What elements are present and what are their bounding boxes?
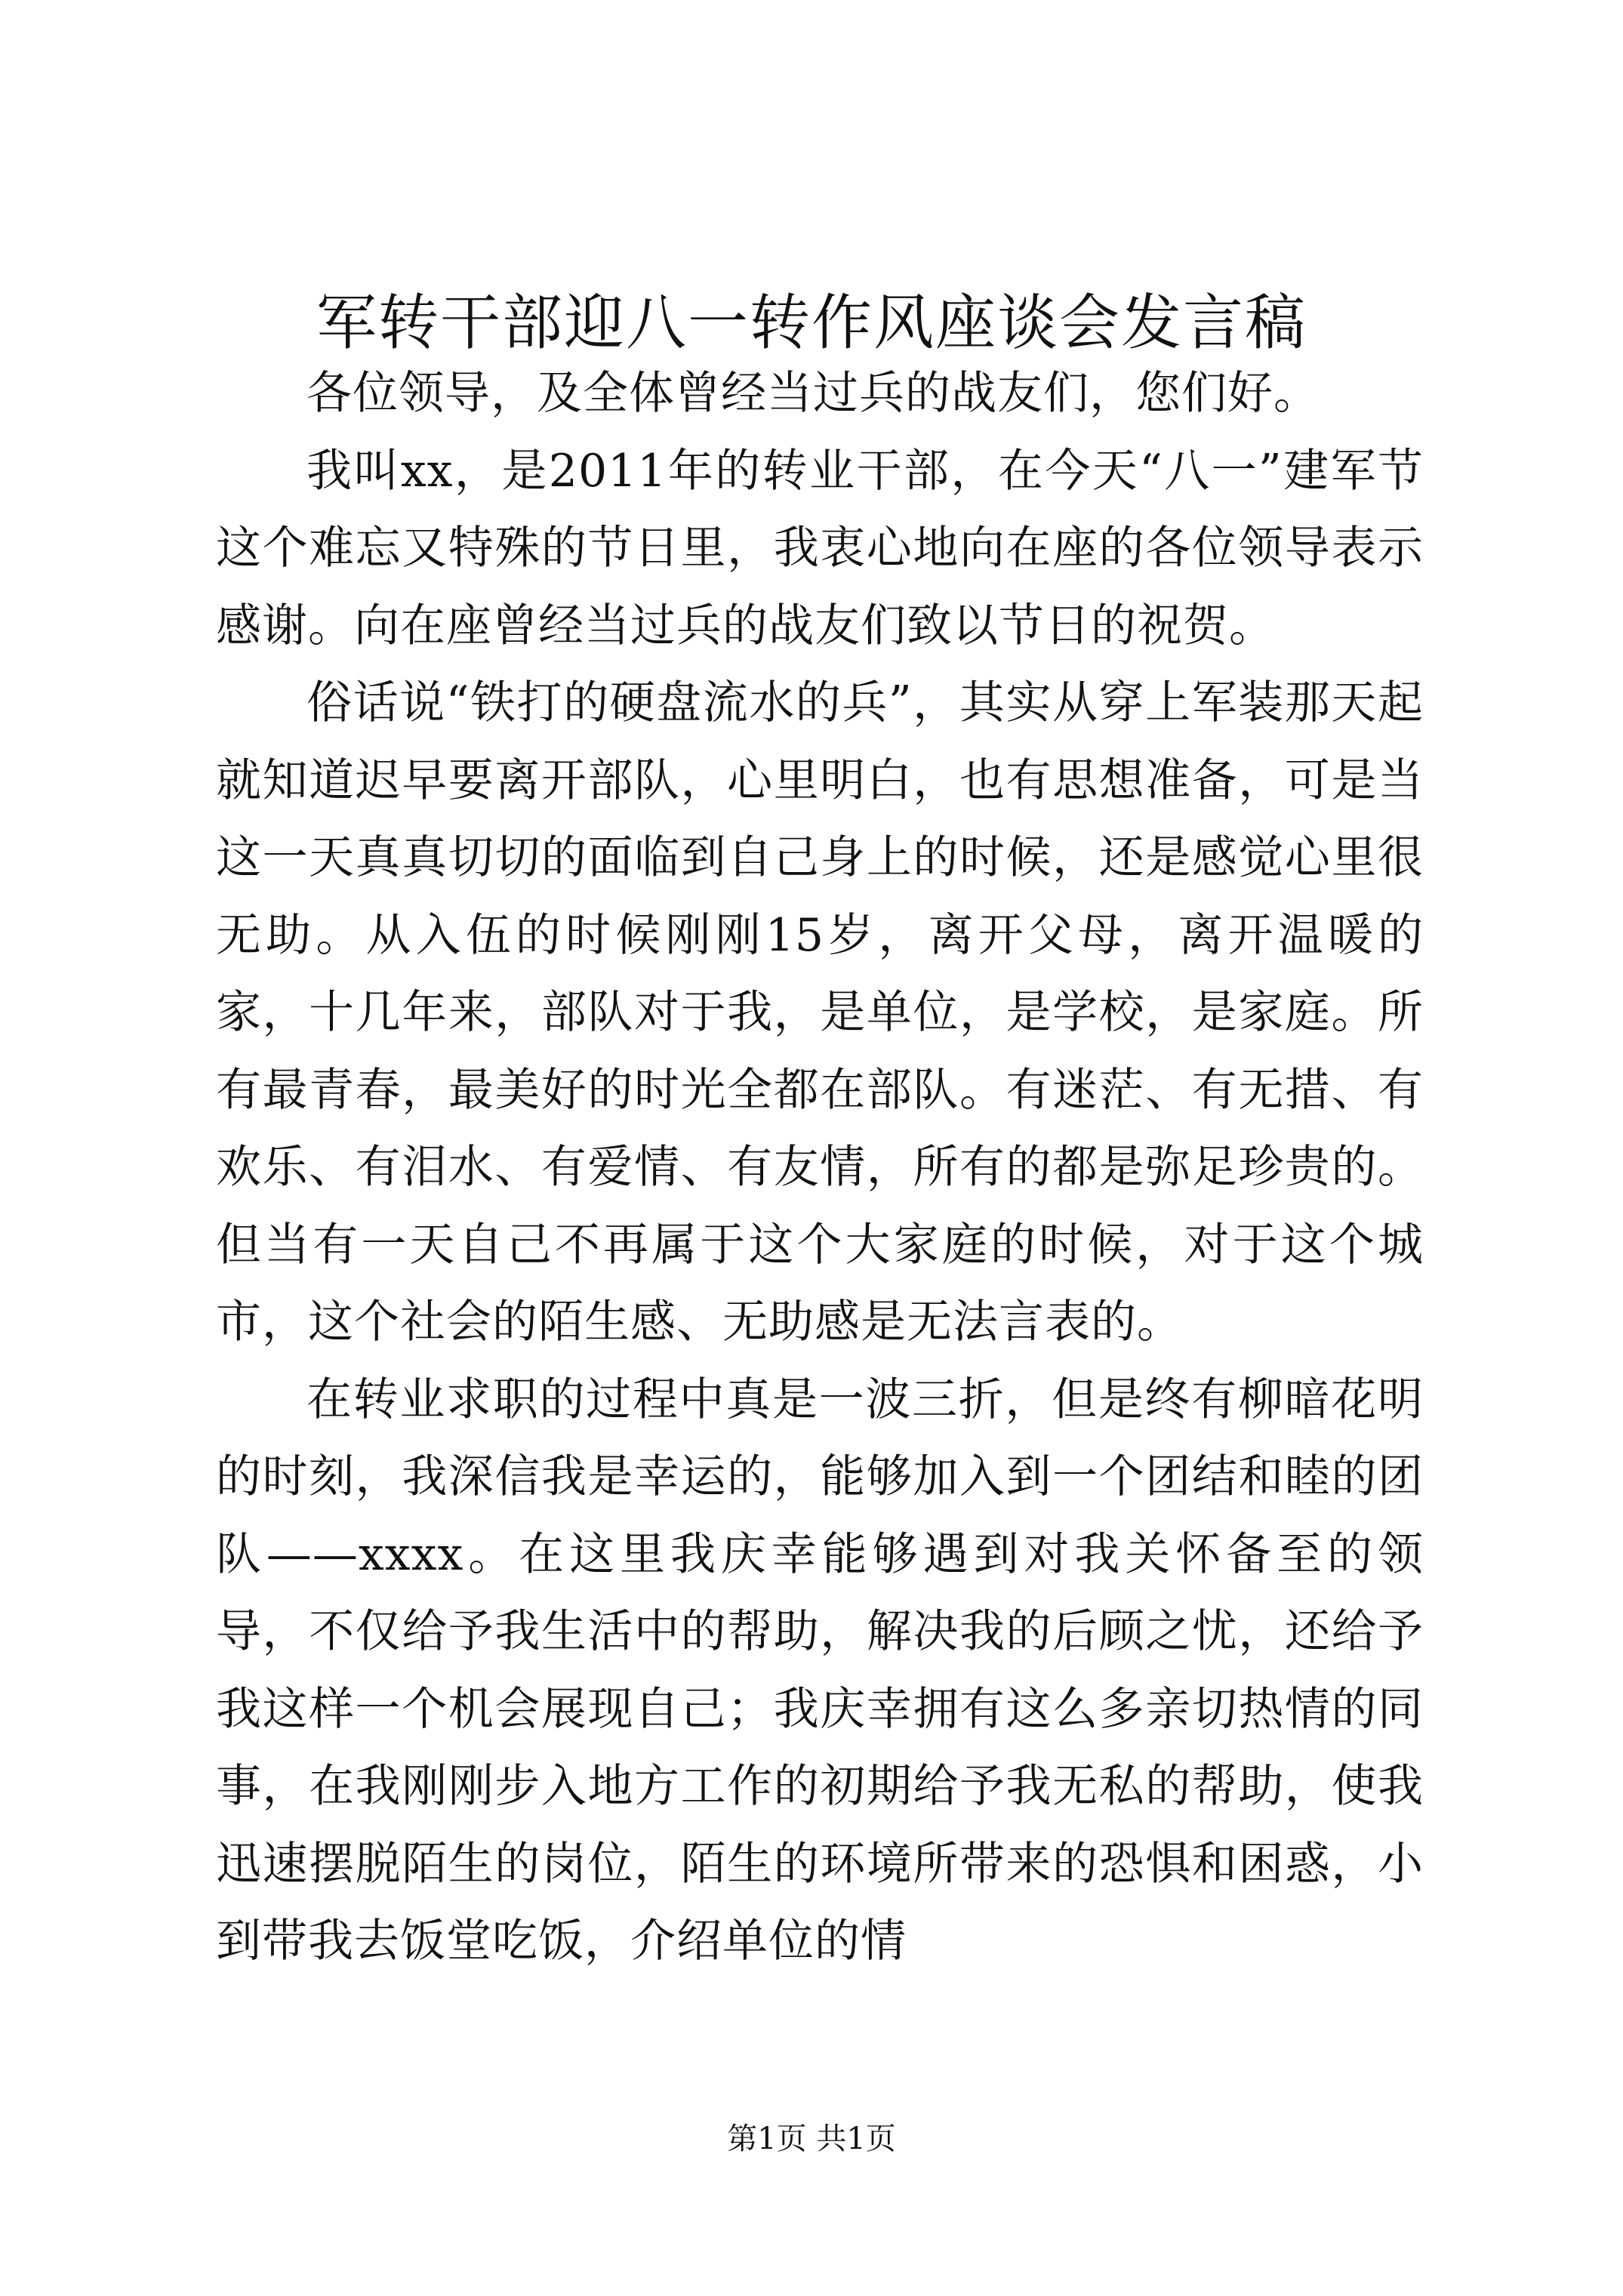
paragraph-job-transfer: 在转业求职的过程中真是一波三折，但是终有柳暗花明的时刻，我深信我是幸运的，能够加入到一个团结和睦的团队——xxxx。在这里我庆幸能够遇到对我关怀备至的领导，不仅给予我生活中的帮助，解决我的后顾之忧，还给予我这样一个机会展现自己；我庆幸拥有这么多亲切热情的同事，在我刚刚步入地方工作的初期给予我无私的帮助，使我迅速摆脱陌生的岗位，陌生的环境所带来的恐惧和困惑，小到带我去饭堂吃饭，介绍单位的情 (216, 1373, 1424, 1968)
paragraph-military-life: 俗话说“铁打的硬盘流水的兵”，其实从穿上军装那天起就知道迟早要离开部队，心里明白，也有思想准备，可是当这一天真真切切的面临到自己身上的时候，还是感觉心里很无助。从入伍的时候刚刚15岁，离开父母，离开温暖的家，十几年来，部队对于我，是单位，是学校，是家庭。所有最青春，最美好的时光全都在部队。有迷茫、有无措、有欢乐、有泪水、有爱情、有友情，所有的都是弥足珍贵的。但当有一天自己不再属于这个大家庭的时候，对于这个城市，这个社会的陌生感、无助感是无法言表的。 (216, 676, 1424, 1348)
page-footer: 第1页 共1页 (727, 2122, 896, 2156)
document-body (216, 355, 1424, 1980)
document-title: 军转干部迎八一转作风座谈会发言稿 (316, 288, 1307, 358)
paragraph-introduction: 我叫xx，是2011年的转业干部，在今天“八一”建军节这个难忘又特殊的节日里，我衷心地向在座的各位领导表示感谢。向在座曾经当过兵的战友们致以节日的祝贺。 (216, 444, 1424, 652)
paragraph-greeting: 各位领导，及全体曾经当过兵的战友们，您们好。 (306, 367, 1320, 420)
